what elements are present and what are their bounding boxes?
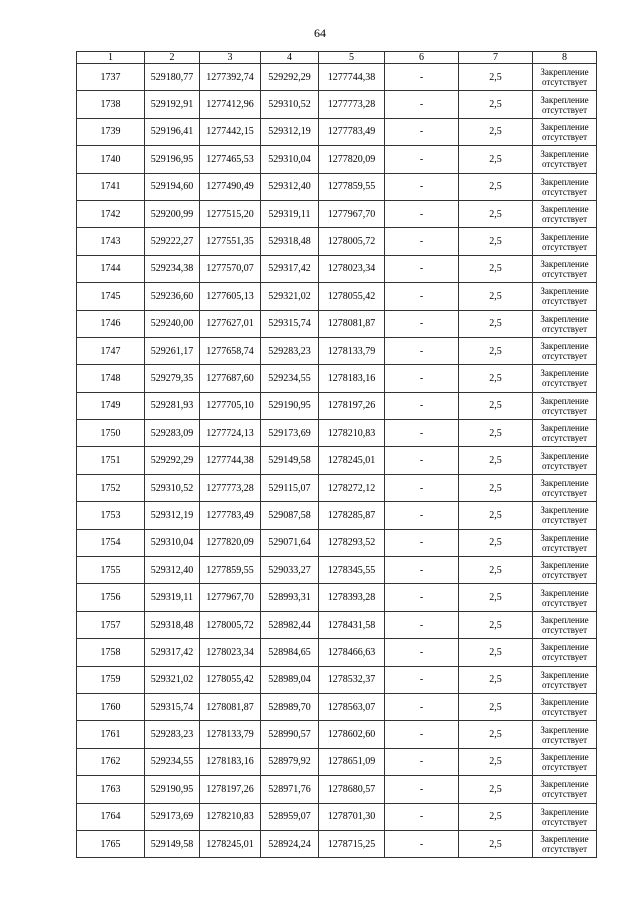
table-cell-col6: - <box>385 310 459 337</box>
table-cell-col3: 1277515,20 <box>200 200 261 227</box>
table-row <box>77 693 597 720</box>
table-cell-col8: Закрепление отсутствует <box>533 420 597 447</box>
table-cell-col8: Закрепление отсутствует <box>533 529 597 556</box>
column-header-7: 7 <box>459 52 533 64</box>
table-row <box>77 420 597 447</box>
table-cell-col7: 2,5 <box>459 420 533 447</box>
table-cell-col4: 529310,52 <box>261 91 319 118</box>
table-cell-col8: Закрепление отсутствует <box>533 392 597 419</box>
table-cell-col1: 1739 <box>77 118 145 145</box>
table-cell-col3: 1277967,70 <box>200 584 261 611</box>
table-cell-col2: 529315,74 <box>145 693 200 720</box>
table-cell-col7: 2,5 <box>459 776 533 803</box>
table-cell-col1: 1756 <box>77 584 145 611</box>
table-cell-col6: - <box>385 666 459 693</box>
table-cell-col5: 1277820,09 <box>319 146 385 173</box>
table-cell-col3: 1278005,72 <box>200 611 261 638</box>
table-row <box>77 474 597 501</box>
table-cell-col2: 529279,35 <box>145 365 200 392</box>
table-cell-col5: 1278602,60 <box>319 721 385 748</box>
table-cell-col5: 1278197,26 <box>319 392 385 419</box>
table-cell-col8: Закрепление отсутствует <box>533 803 597 830</box>
table-cell-col7: 2,5 <box>459 118 533 145</box>
table-cell-col7: 2,5 <box>459 392 533 419</box>
table-cell-col3: 1277859,55 <box>200 557 261 584</box>
table-row <box>77 91 597 118</box>
table-cell-col6: - <box>385 529 459 556</box>
table-cell-col7: 2,5 <box>459 803 533 830</box>
table-cell-col5: 1278393,28 <box>319 584 385 611</box>
table-cell-col6: - <box>385 255 459 282</box>
table-cell-col8: Закрепление отсутствует <box>533 118 597 145</box>
table-cell-col3: 1277605,13 <box>200 283 261 310</box>
table-cell-col4: 529312,19 <box>261 118 319 145</box>
column-header-6: 6 <box>385 52 459 64</box>
table-cell-col2: 529321,02 <box>145 666 200 693</box>
table-cell-col3: 1278055,42 <box>200 666 261 693</box>
table-cell-col3: 1277744,38 <box>200 447 261 474</box>
table-cell-col6: - <box>385 502 459 529</box>
table-cell-col4: 529317,42 <box>261 255 319 282</box>
table-cell-col1: 1737 <box>77 64 145 91</box>
table-cell-col4: 529318,48 <box>261 228 319 255</box>
table-cell-col7: 2,5 <box>459 693 533 720</box>
table-cell-col1: 1763 <box>77 776 145 803</box>
table-cell-col1: 1741 <box>77 173 145 200</box>
table-cell-col7: 2,5 <box>459 146 533 173</box>
table-cell-col3: 1278245,01 <box>200 830 261 857</box>
table-cell-col3: 1278210,83 <box>200 803 261 830</box>
column-header-1: 1 <box>77 52 145 64</box>
table-cell-col1: 1752 <box>77 474 145 501</box>
table-cell-col1: 1744 <box>77 255 145 282</box>
table-cell-col8: Закрепление отсутствует <box>533 91 597 118</box>
table-cell-col7: 2,5 <box>459 64 533 91</box>
table-cell-col6: - <box>385 776 459 803</box>
table-cell-col6: - <box>385 611 459 638</box>
table-cell-col7: 2,5 <box>459 200 533 227</box>
table-cell-col3: 1278183,16 <box>200 748 261 775</box>
table-cell-col2: 529292,29 <box>145 447 200 474</box>
table-cell-col2: 529261,17 <box>145 337 200 364</box>
table-cell-col7: 2,5 <box>459 228 533 255</box>
table-cell-col3: 1278081,87 <box>200 693 261 720</box>
table-cell-col3: 1277773,28 <box>200 474 261 501</box>
table-cell-col1: 1764 <box>77 803 145 830</box>
table-cell-col5: 1278563,07 <box>319 693 385 720</box>
table-cell-col6: - <box>385 146 459 173</box>
table-cell-col1: 1748 <box>77 365 145 392</box>
column-header-5: 5 <box>319 52 385 64</box>
table-cell-col2: 529234,38 <box>145 255 200 282</box>
table-cell-col7: 2,5 <box>459 283 533 310</box>
table-cell-col6: - <box>385 830 459 857</box>
table-cell-col1: 1746 <box>77 310 145 337</box>
table-cell-col2: 529240,00 <box>145 310 200 337</box>
table-cell-col1: 1759 <box>77 666 145 693</box>
table-cell-col3: 1277724,13 <box>200 420 261 447</box>
table-cell-col2: 529234,55 <box>145 748 200 775</box>
table-cell-col1: 1738 <box>77 91 145 118</box>
table-cell-col4: 528990,57 <box>261 721 319 748</box>
table-cell-col6: - <box>385 337 459 364</box>
table-row <box>77 365 597 392</box>
table-cell-col8: Закрепление отсутствует <box>533 830 597 857</box>
table-cell-col6: - <box>385 228 459 255</box>
table-cell-col8: Закрепление отсутствует <box>533 666 597 693</box>
table-cell-col5: 1278715,25 <box>319 830 385 857</box>
table-cell-col5: 1278210,83 <box>319 420 385 447</box>
table-cell-col4: 528989,04 <box>261 666 319 693</box>
table-cell-col4: 529071,64 <box>261 529 319 556</box>
table-cell-col4: 529283,23 <box>261 337 319 364</box>
table-cell-col4: 529312,40 <box>261 173 319 200</box>
table-cell-col3: 1277465,53 <box>200 146 261 173</box>
table-row <box>77 830 597 857</box>
table-cell-col7: 2,5 <box>459 748 533 775</box>
table-cell-col5: 1278272,12 <box>319 474 385 501</box>
table-cell-col2: 529192,91 <box>145 91 200 118</box>
table-cell-col2: 529312,40 <box>145 557 200 584</box>
table-cell-col3: 1278133,79 <box>200 721 261 748</box>
table-cell-col7: 2,5 <box>459 830 533 857</box>
table-cell-col4: 529149,58 <box>261 447 319 474</box>
table-cell-col7: 2,5 <box>459 502 533 529</box>
table-row <box>77 748 597 775</box>
table-cell-col1: 1762 <box>77 748 145 775</box>
table-cell-col7: 2,5 <box>459 639 533 666</box>
table-cell-col2: 529196,41 <box>145 118 200 145</box>
table-row <box>77 529 597 556</box>
table-cell-col5: 1278345,55 <box>319 557 385 584</box>
header-row <box>77 52 597 64</box>
table-row <box>77 173 597 200</box>
table-cell-col7: 2,5 <box>459 721 533 748</box>
table-cell-col1: 1751 <box>77 447 145 474</box>
table-row <box>77 447 597 474</box>
table-cell-col1: 1765 <box>77 830 145 857</box>
table-cell-col7: 2,5 <box>459 529 533 556</box>
table-cell-col8: Закрепление отсутствует <box>533 337 597 364</box>
table-cell-col4: 528984,65 <box>261 639 319 666</box>
table-cell-col2: 529180,77 <box>145 64 200 91</box>
table-cell-col6: - <box>385 64 459 91</box>
table-cell-col2: 529283,23 <box>145 721 200 748</box>
table-cell-col4: 529321,02 <box>261 283 319 310</box>
table-cell-col4: 529234,55 <box>261 365 319 392</box>
table-cell-col4: 528959,07 <box>261 803 319 830</box>
table-cell-col8: Закрепление отсутствует <box>533 721 597 748</box>
table-row <box>77 392 597 419</box>
table-cell-col6: - <box>385 474 459 501</box>
table-cell-col6: - <box>385 803 459 830</box>
table-cell-col3: 1277658,74 <box>200 337 261 364</box>
table-cell-col4: 528971,76 <box>261 776 319 803</box>
table-cell-col6: - <box>385 420 459 447</box>
table-cell-col2: 529173,69 <box>145 803 200 830</box>
table-cell-col5: 1278133,79 <box>319 337 385 364</box>
table-row <box>77 64 597 91</box>
table-cell-col5: 1278293,52 <box>319 529 385 556</box>
table-cell-col5: 1277773,28 <box>319 91 385 118</box>
table-row <box>77 776 597 803</box>
table-cell-col5: 1278245,01 <box>319 447 385 474</box>
table-cell-col3: 1277412,96 <box>200 91 261 118</box>
table-cell-col5: 1278680,57 <box>319 776 385 803</box>
table-cell-col1: 1761 <box>77 721 145 748</box>
table-cell-col5: 1278183,16 <box>319 365 385 392</box>
table-cell-col2: 529319,11 <box>145 584 200 611</box>
table-cell-col3: 1277442,15 <box>200 118 261 145</box>
table-cell-col7: 2,5 <box>459 91 533 118</box>
table-cell-col1: 1747 <box>77 337 145 364</box>
table-cell-col7: 2,5 <box>459 365 533 392</box>
table-cell-col3: 1277570,07 <box>200 255 261 282</box>
table-row <box>77 337 597 364</box>
table-cell-col4: 529310,04 <box>261 146 319 173</box>
table-cell-col4: 529190,95 <box>261 392 319 419</box>
table-cell-col7: 2,5 <box>459 173 533 200</box>
table-cell-col2: 529312,19 <box>145 502 200 529</box>
table-row <box>77 721 597 748</box>
table-cell-col6: - <box>385 283 459 310</box>
table-cell-col8: Закрепление отсутствует <box>533 584 597 611</box>
table-cell-col8: Закрепление отсутствует <box>533 310 597 337</box>
table-cell-col3: 1277783,49 <box>200 502 261 529</box>
table-cell-col4: 529115,07 <box>261 474 319 501</box>
table-cell-col8: Закрепление отсутствует <box>533 228 597 255</box>
table-cell-col6: - <box>385 91 459 118</box>
column-header-4: 4 <box>261 52 319 64</box>
table-body <box>77 64 597 858</box>
table-cell-col8: Закрепление отсутствует <box>533 146 597 173</box>
table-cell-col1: 1758 <box>77 639 145 666</box>
table-cell-col6: - <box>385 639 459 666</box>
table-cell-col7: 2,5 <box>459 666 533 693</box>
table-cell-col7: 2,5 <box>459 255 533 282</box>
table-cell-col3: 1277705,10 <box>200 392 261 419</box>
table-cell-col6: - <box>385 447 459 474</box>
table-cell-col4: 529315,74 <box>261 310 319 337</box>
table-row <box>77 310 597 337</box>
table-cell-col1: 1754 <box>77 529 145 556</box>
table-cell-col3: 1277392,74 <box>200 64 261 91</box>
table-cell-col6: - <box>385 557 459 584</box>
table-cell-col7: 2,5 <box>459 584 533 611</box>
table-cell-col3: 1277627,01 <box>200 310 261 337</box>
table-cell-col3: 1277490,49 <box>200 173 261 200</box>
table-cell-col5: 1278005,72 <box>319 228 385 255</box>
column-header-8: 8 <box>533 52 597 64</box>
table-cell-col2: 529194,60 <box>145 173 200 200</box>
table-cell-col2: 529318,48 <box>145 611 200 638</box>
table-row <box>77 118 597 145</box>
table-cell-col8: Закрепление отсутствует <box>533 639 597 666</box>
table-cell-col6: - <box>385 584 459 611</box>
table-row <box>77 200 597 227</box>
table-row <box>77 803 597 830</box>
table-cell-col4: 529087,58 <box>261 502 319 529</box>
column-header-3: 3 <box>200 52 261 64</box>
table-cell-col8: Закрепление отсутствует <box>533 611 597 638</box>
table-cell-col5: 1278651,09 <box>319 748 385 775</box>
table-cell-col6: - <box>385 173 459 200</box>
table-cell-col3: 1278197,26 <box>200 776 261 803</box>
table-cell-col2: 529236,60 <box>145 283 200 310</box>
table-cell-col1: 1749 <box>77 392 145 419</box>
table-cell-col5: 1278701,30 <box>319 803 385 830</box>
table-cell-col3: 1277820,09 <box>200 529 261 556</box>
table-cell-col2: 529149,58 <box>145 830 200 857</box>
table-cell-col1: 1753 <box>77 502 145 529</box>
column-header-2: 2 <box>145 52 200 64</box>
table-row <box>77 502 597 529</box>
table-cell-col2: 529317,42 <box>145 639 200 666</box>
table-cell-col4: 529292,29 <box>261 64 319 91</box>
table-cell-col2: 529190,95 <box>145 776 200 803</box>
coordinates-table <box>76 51 597 858</box>
table-row <box>77 283 597 310</box>
table-cell-col8: Закрепление отсутствует <box>533 748 597 775</box>
table-cell-col4: 528989,70 <box>261 693 319 720</box>
table-cell-col7: 2,5 <box>459 447 533 474</box>
table-cell-col4: 528924,24 <box>261 830 319 857</box>
table-cell-col3: 1277551,35 <box>200 228 261 255</box>
table-cell-col6: - <box>385 365 459 392</box>
table-row <box>77 255 597 282</box>
table-cell-col7: 2,5 <box>459 337 533 364</box>
table-cell-col1: 1745 <box>77 283 145 310</box>
table-cell-col8: Закрепление отсутствует <box>533 365 597 392</box>
table-cell-col5: 1278023,34 <box>319 255 385 282</box>
table-cell-col4: 529033,27 <box>261 557 319 584</box>
table-cell-col3: 1277687,60 <box>200 365 261 392</box>
table-cell-col7: 2,5 <box>459 310 533 337</box>
table-cell-col1: 1757 <box>77 611 145 638</box>
table-cell-col7: 2,5 <box>459 474 533 501</box>
table-row <box>77 146 597 173</box>
table-cell-col4: 529319,11 <box>261 200 319 227</box>
table-cell-col8: Закрепление отсутствует <box>533 283 597 310</box>
table-cell-col6: - <box>385 693 459 720</box>
table-cell-col2: 529196,95 <box>145 146 200 173</box>
table-cell-col2: 529222,27 <box>145 228 200 255</box>
table-header <box>77 52 597 64</box>
table-cell-col3: 1278023,34 <box>200 639 261 666</box>
table-cell-col6: - <box>385 721 459 748</box>
table-cell-col1: 1740 <box>77 146 145 173</box>
table-cell-col8: Закрепление отсутствует <box>533 502 597 529</box>
table-cell-col6: - <box>385 200 459 227</box>
table-row <box>77 666 597 693</box>
table-cell-col8: Закрепление отсутствует <box>533 557 597 584</box>
table-cell-col5: 1278055,42 <box>319 283 385 310</box>
table-cell-col8: Закрепление отсутствует <box>533 173 597 200</box>
table-cell-col6: - <box>385 748 459 775</box>
table-cell-col5: 1278285,87 <box>319 502 385 529</box>
table-cell-col6: - <box>385 392 459 419</box>
table-cell-col8: Закрепление отсутствует <box>533 776 597 803</box>
table-cell-col2: 529283,09 <box>145 420 200 447</box>
table-row <box>77 639 597 666</box>
table-cell-col5: 1278532,37 <box>319 666 385 693</box>
page-number: 64 <box>314 26 326 40</box>
table-cell-col4: 528993,31 <box>261 584 319 611</box>
table-cell-col5: 1278081,87 <box>319 310 385 337</box>
table-cell-col8: Закрепление отсутствует <box>533 255 597 282</box>
table-cell-col7: 2,5 <box>459 557 533 584</box>
table-cell-col5: 1277744,38 <box>319 64 385 91</box>
table-cell-col8: Закрепление отсутствует <box>533 474 597 501</box>
table-cell-col2: 529310,52 <box>145 474 200 501</box>
table-row <box>77 557 597 584</box>
table-cell-col5: 1278466,63 <box>319 639 385 666</box>
table-cell-col1: 1750 <box>77 420 145 447</box>
table-row <box>77 611 597 638</box>
table-cell-col4: 529173,69 <box>261 420 319 447</box>
table-cell-col8: Закрепление отсутствует <box>533 200 597 227</box>
table-cell-col8: Закрепление отсутствует <box>533 693 597 720</box>
table-row <box>77 584 597 611</box>
table-cell-col2: 529281,93 <box>145 392 200 419</box>
table-cell-col2: 529200,99 <box>145 200 200 227</box>
table-cell-col1: 1743 <box>77 228 145 255</box>
table-cell-col1: 1742 <box>77 200 145 227</box>
table-cell-col8: Закрепление отсутствует <box>533 447 597 474</box>
table-cell-col5: 1277967,70 <box>319 200 385 227</box>
table-cell-col6: - <box>385 118 459 145</box>
table-cell-col4: 528979,92 <box>261 748 319 775</box>
table-cell-col5: 1278431,58 <box>319 611 385 638</box>
table-cell-col5: 1277859,55 <box>319 173 385 200</box>
table-cell-col2: 529310,04 <box>145 529 200 556</box>
table-cell-col1: 1755 <box>77 557 145 584</box>
table-cell-col5: 1277783,49 <box>319 118 385 145</box>
table-cell-col1: 1760 <box>77 693 145 720</box>
table-cell-col7: 2,5 <box>459 611 533 638</box>
table-cell-col4: 528982,44 <box>261 611 319 638</box>
table-row <box>77 228 597 255</box>
table-cell-col8: Закрепление отсутствует <box>533 64 597 91</box>
